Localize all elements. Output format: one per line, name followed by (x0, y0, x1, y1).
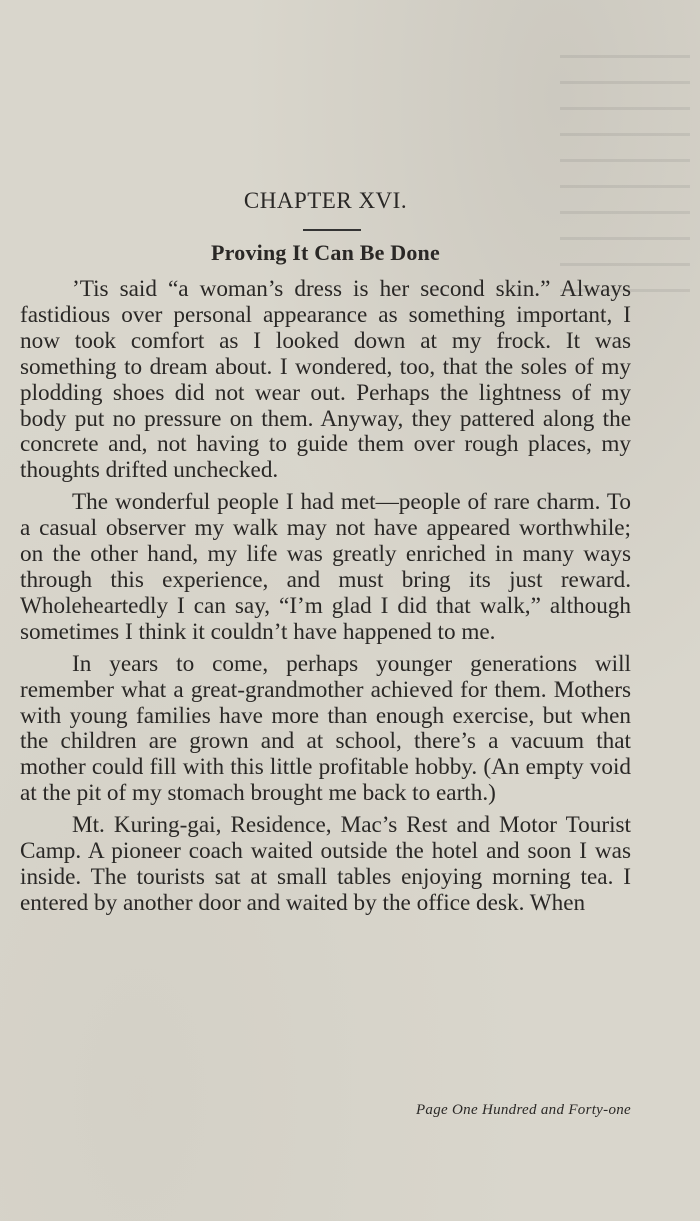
paragraph: Mt. Kuring-gai, Residence, Mac’s Rest and Motor Tourist Camp. A pioneer coach waited outside the hotel and soon I was inside. The tourists sat at small tables enjoying morning tea. I entered by another door and waited by the office desk. When (20, 812, 631, 916)
chapter-title: Proving It Can Be Done (211, 240, 440, 265)
chapter-number: CHAPTER XVI. (243, 188, 408, 213)
paragraph: In years to come, perhaps younger generations will remember what a great-grandmother achieved for them. Mothers with young families have more than enough exercise, but when the children are grown and at school, there’s a vacuum that mother could fill with this little profitable hobby. (An empty void at the pit of my stomach brought me back to earth.) (20, 650, 631, 807)
body-text (20, 277, 631, 923)
page-number-footer: Page One Hundred and Forty-one (415, 1102, 631, 1118)
paragraph: ’Tis said “a woman’s dress is her second skin.” Always fastidious over personal appearance as something important, I now took comfort as I looked down at my frock. It was something to dream about. I wondered, too, that the soles of my plodding shoes did not wear out. Perhaps the lightness of my body put no pressure on them. Anyway, they pattered along the concrete and, not having to guide them over rough places, my thoughts drifted unchecked. (20, 276, 631, 484)
paragraph: The wonderful people I had met—people of rare charm. To a casual observer my walk may not have appeared worthwhile; on the other hand, my life was greatly enriched in many ways through this experience, and must bring its just reward. Wholeheartedly I can say, “I’m glad I did that walk,” although sometimes I think it couldn’t have happened to me. (20, 489, 631, 645)
chapter-divider (303, 229, 361, 231)
